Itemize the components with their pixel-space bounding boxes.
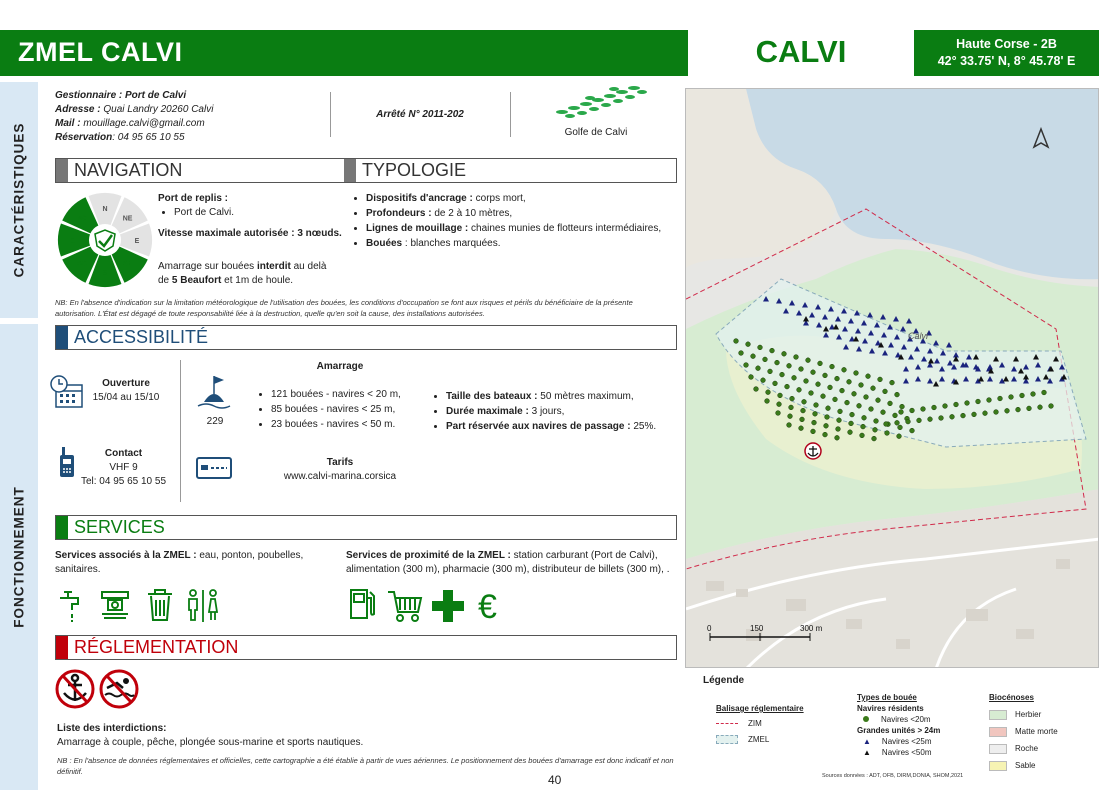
navigation-title: NAVIGATION bbox=[74, 160, 183, 180]
resident-buoy bbox=[987, 398, 992, 403]
svg-text:300 m: 300 m bbox=[800, 624, 823, 633]
resident-buoy bbox=[1042, 390, 1047, 395]
legend-title: Légende bbox=[703, 675, 745, 686]
resident-buoy bbox=[943, 404, 948, 409]
legend-balisage: Balisage réglementaire ZIM ZMEL bbox=[716, 704, 804, 744]
navigation-details: Port de replis : • Port de Calvi. Vitesse maximale autorisée : 3 nœuds. Amarrage sur bouées interdit au delà de 5 Beaufort et 1m de houle. bbox=[158, 192, 343, 288]
resident-buoy bbox=[860, 433, 865, 438]
map-place-label: Calvi bbox=[908, 331, 929, 341]
resident-buoy bbox=[1027, 406, 1032, 411]
resident-buoy bbox=[994, 410, 999, 415]
resident-buoy bbox=[888, 401, 893, 406]
resident-buoy bbox=[826, 406, 831, 411]
resident-buoy bbox=[857, 403, 862, 408]
resident-buoy bbox=[950, 414, 955, 419]
nb-meteo-note: NB: En l'absence d'indication sur la limitation météorologique de l'utilisation des bouées, les conditions d'occupation se font aux risques et périls du bénéficiaire de la présente autorisation. L'État est dégagé de toute responsabilité liée à la destruction, quelle qu'en soit la cause, des installations autorisées. bbox=[55, 298, 633, 318]
section-bar bbox=[56, 636, 68, 659]
resident-buoy bbox=[895, 420, 900, 425]
herbier-swatch bbox=[989, 710, 1007, 720]
resident-buoy bbox=[835, 376, 840, 381]
compass-label-no: NO bbox=[77, 215, 88, 223]
reglementation-header bbox=[55, 635, 677, 660]
section-bar bbox=[344, 159, 356, 182]
resident-buoy bbox=[849, 421, 854, 426]
resident-buoy bbox=[872, 436, 877, 441]
resident-buoy bbox=[881, 410, 886, 415]
region-label: Haute Corse - 2B bbox=[956, 37, 1057, 51]
divider bbox=[180, 360, 181, 502]
resident-buoy bbox=[840, 388, 845, 393]
resident-buoy bbox=[825, 415, 830, 420]
toilets-icon bbox=[189, 590, 217, 622]
resident-buoy bbox=[746, 342, 751, 347]
resident-buoy bbox=[895, 392, 900, 397]
zmel-map[interactable] bbox=[685, 88, 1099, 668]
site-title: CALVI bbox=[755, 34, 847, 69]
resident-buoy bbox=[874, 419, 879, 424]
resident-buoy bbox=[1049, 404, 1054, 409]
tarifs-link[interactable]: www.calvi-marina.corsica bbox=[283, 471, 397, 482]
resident-buoy bbox=[954, 402, 959, 407]
coordinates-label: 42° 33.75' N, 8° 45.78' E bbox=[937, 54, 1076, 68]
section-bar bbox=[56, 516, 68, 539]
resident-buoy bbox=[883, 389, 888, 394]
side-label-caracteristiques: CARACTÉRISTIQUES bbox=[11, 122, 27, 278]
resident-buoy bbox=[972, 412, 977, 417]
resident-buoy bbox=[1016, 407, 1021, 412]
resident-buoy bbox=[961, 413, 966, 418]
black-triangle-swatch: ▲ bbox=[863, 748, 871, 757]
resident-buoy bbox=[976, 399, 981, 404]
resident-buoy bbox=[799, 426, 804, 431]
resident-buoy bbox=[788, 414, 793, 419]
resident-buoy bbox=[814, 403, 819, 408]
resident-buoy bbox=[878, 377, 883, 382]
resident-buoy bbox=[873, 427, 878, 432]
resident-buoy bbox=[776, 411, 781, 416]
total-bouees: 229 bbox=[206, 416, 224, 427]
zmel-swatch bbox=[716, 735, 738, 744]
wind-compass-icon bbox=[55, 190, 155, 290]
page-number: 40 bbox=[548, 773, 562, 787]
resident-buoy bbox=[1005, 408, 1010, 413]
compass-label-se: SE bbox=[122, 260, 133, 268]
services-icons-row bbox=[58, 588, 228, 624]
resident-buoy bbox=[802, 399, 807, 404]
compass-label-so: SO bbox=[77, 260, 88, 268]
resident-buoy bbox=[850, 412, 855, 417]
resident-buoy bbox=[866, 374, 871, 379]
tarifs-block: Tarifs www.calvi-marina.corsica bbox=[255, 456, 425, 484]
resident-buoy bbox=[833, 397, 838, 402]
blue-triangle-swatch: ▲ bbox=[863, 737, 871, 746]
arrete-label: Arrêté N° 2011-202 bbox=[376, 109, 464, 120]
resident-buoy bbox=[734, 339, 739, 344]
resident-buoy bbox=[787, 423, 792, 428]
resident-buoy bbox=[823, 432, 828, 437]
resident-buoy bbox=[770, 348, 775, 353]
resident-buoy bbox=[1038, 405, 1043, 410]
resident-buoy bbox=[885, 431, 890, 436]
resident-buoy bbox=[824, 423, 829, 428]
credit-card-icon bbox=[196, 456, 232, 480]
interdictions-icons bbox=[55, 668, 145, 710]
ouverture-block: Ouverture 15/04 au 15/10 bbox=[92, 378, 160, 403]
resident-buoy bbox=[998, 396, 1003, 401]
resident-buoy bbox=[777, 402, 782, 407]
resident-buoy bbox=[780, 372, 785, 377]
resident-buoy bbox=[749, 375, 754, 380]
cartography-note: NB : En l'absence de données réglementaires et officielles, cette cartographie a été établie à partir de vues aériennes. Le positionnement des bouées d'amarrage est donc indicatif et non définitif. bbox=[57, 756, 674, 776]
pontoon-icon bbox=[102, 592, 128, 618]
resident-buoy bbox=[751, 354, 756, 359]
compass-label-e: E bbox=[134, 238, 140, 245]
resident-buoy bbox=[871, 386, 876, 391]
resident-buoy bbox=[876, 398, 881, 403]
resident-buoy bbox=[797, 387, 802, 392]
resident-buoy bbox=[838, 409, 843, 414]
no-anchoring-icon bbox=[57, 671, 93, 707]
resident-buoy bbox=[758, 345, 763, 350]
resident-buoy bbox=[785, 384, 790, 389]
fish-school-icon bbox=[550, 80, 650, 122]
sable-swatch bbox=[989, 761, 1007, 771]
resident-buoy bbox=[917, 418, 922, 423]
amarrage-label: Amarrage bbox=[316, 361, 364, 372]
resident-buoy bbox=[1020, 393, 1025, 398]
resident-buoy bbox=[828, 385, 833, 390]
resident-buoy bbox=[842, 367, 847, 372]
location-box bbox=[914, 30, 1099, 76]
divider bbox=[510, 92, 511, 137]
compass-label-ne: NE bbox=[122, 215, 133, 223]
section-bar bbox=[56, 326, 68, 349]
resident-buoy bbox=[864, 395, 869, 400]
services-header bbox=[55, 515, 677, 540]
resident-buoy bbox=[854, 371, 859, 376]
resident-buoy bbox=[811, 370, 816, 375]
zmel-title: ZMEL CALVI bbox=[0, 30, 688, 76]
interdictions-list: Liste des interdictions: Amarrage à couple, pêche, plongée sous-marine et sports nautiques. bbox=[57, 723, 364, 748]
resident-buoy bbox=[800, 417, 805, 422]
compass-label-n: N bbox=[102, 206, 108, 213]
bouees-list: • 121 bouées - navires < 20 m, • 85 bouées - navires < 25 m, • 23 bouées - navires < 50 m. bbox=[255, 388, 435, 433]
reglementation-title: RÉGLEMENTATION bbox=[74, 637, 239, 657]
resident-buoy bbox=[782, 351, 787, 356]
resident-buoy bbox=[897, 434, 902, 439]
resident-buoy bbox=[789, 405, 794, 410]
resident-buoy bbox=[890, 380, 895, 385]
resident-buoy bbox=[778, 393, 783, 398]
resident-buoy bbox=[818, 361, 823, 366]
legend-biocenoses: Biocénoses Herbier Matte morte Roche Sable bbox=[989, 693, 1058, 770]
resident-buoy bbox=[1031, 392, 1036, 397]
resident-buoy bbox=[847, 379, 852, 384]
resident-buoy bbox=[816, 382, 821, 387]
accessibilite-details: • Taille des bateaux : 50 mètres maximum, • Durée maximale : 3 jours, • Part réservée aux navires de passage : 25%. bbox=[430, 390, 680, 435]
resident-buoy bbox=[910, 408, 915, 413]
euro-icon: € bbox=[478, 588, 497, 624]
map-sources: Sources données : ADT, OFB, DIRM,DONIA, SHOM,2021 bbox=[822, 773, 964, 779]
buoy-icon bbox=[196, 372, 232, 410]
calendar-clock-icon bbox=[50, 375, 84, 409]
resident-buoy bbox=[893, 413, 898, 418]
side-band-caracteristiques bbox=[0, 82, 38, 318]
water-tap-icon bbox=[60, 592, 78, 622]
resident-buoy bbox=[744, 363, 749, 368]
legend-bouees: Types de bouée Navires résidents Navires <20m Grandes unités > 24m ▲ Navires <25m ▲ Navires <50m bbox=[857, 693, 941, 757]
fuel-station-icon bbox=[351, 590, 374, 618]
contact-block: Contact VHF 9 Tel: 04 95 65 10 55 bbox=[80, 448, 167, 487]
email-address: mouillage.calvi@gmail.com bbox=[83, 118, 205, 129]
resident-buoy bbox=[835, 435, 840, 440]
resident-buoy bbox=[794, 355, 799, 360]
vhf-radio-icon bbox=[56, 447, 78, 479]
resident-buoy bbox=[761, 378, 766, 383]
resident-buoy bbox=[921, 407, 926, 412]
resident-buoy bbox=[845, 400, 850, 405]
resident-buoy bbox=[939, 416, 944, 421]
resident-buoy bbox=[852, 391, 857, 396]
resident-buoy bbox=[861, 424, 866, 429]
resident-buoy bbox=[884, 422, 889, 427]
resident-buoy bbox=[754, 387, 759, 392]
shopping-cart-icon bbox=[388, 592, 421, 621]
navigation-typologie-header bbox=[55, 158, 677, 183]
resident-buoy bbox=[765, 399, 770, 404]
resident-buoy bbox=[899, 410, 904, 415]
accessibilite-header bbox=[55, 325, 677, 350]
compass-label-o: O bbox=[70, 238, 76, 245]
resident-buoy bbox=[965, 401, 970, 406]
resident-buoy bbox=[869, 407, 874, 412]
resident-buoy bbox=[823, 373, 828, 378]
resident-buoy bbox=[768, 369, 773, 374]
compass-label-s: S bbox=[102, 270, 108, 277]
services-proximite: Services de proximité de la ZMEL : station carburant (Port de Calvi), alimentation (300 m), pharmacie (300 m), distributeur de billets (300 m), . bbox=[346, 550, 670, 575]
resident-buoy bbox=[830, 364, 835, 369]
resident-buoy bbox=[821, 394, 826, 399]
side-band-fonctionnement bbox=[0, 324, 38, 790]
resident-buoy bbox=[848, 430, 853, 435]
typologie-list: • Dispositifs d'ancrage : corps mort, • Profondeurs : de 2 à 10 mètres, • Lignes de mouillage : chaines munies de flotteurs intermédiaires, • Bouées : blanches marquées. bbox=[350, 192, 680, 252]
resident-buoy bbox=[910, 428, 915, 433]
services-zmel: Services associés à la ZMEL : eau, ponton, poubelles, sanitaires. bbox=[55, 550, 304, 575]
resident-buoy bbox=[756, 366, 761, 371]
no-swimming-icon bbox=[101, 671, 137, 707]
resident-buoy bbox=[801, 408, 806, 413]
side-label-fonctionnement: FONCTIONNEMENT bbox=[11, 486, 27, 628]
resident-buoy bbox=[812, 420, 817, 425]
resident-buoy bbox=[763, 357, 768, 362]
resident-buoy bbox=[836, 427, 841, 432]
resident-buoy bbox=[1009, 395, 1014, 400]
resident-buoy bbox=[898, 425, 903, 430]
proximity-icons-row bbox=[348, 586, 508, 624]
resident-buoy bbox=[806, 358, 811, 363]
resident-buoy bbox=[790, 396, 795, 401]
resident-buoy bbox=[739, 351, 744, 356]
resident-buoy bbox=[799, 367, 804, 372]
pharmacy-cross-icon bbox=[432, 590, 464, 622]
trash-bin-icon bbox=[148, 590, 172, 620]
amarrage-rule: Amarrage sur bouées interdit au delà de 5 Beaufort et 1m de houle. bbox=[158, 261, 327, 286]
divider bbox=[330, 92, 331, 137]
resident-buoy bbox=[859, 383, 864, 388]
resident-buoy bbox=[906, 419, 911, 424]
resident-buoy bbox=[900, 404, 905, 409]
resident-buoy bbox=[932, 405, 937, 410]
anchorage-symbol-icon bbox=[805, 443, 821, 459]
matte-swatch bbox=[989, 727, 1007, 737]
services-title: SERVICES bbox=[74, 517, 165, 537]
section-bar bbox=[56, 159, 68, 182]
resident-buoy bbox=[766, 390, 771, 395]
resident-buoy bbox=[811, 429, 816, 434]
resident-buoy bbox=[775, 360, 780, 365]
typologie-title: TYPOLOGIE bbox=[362, 160, 467, 180]
svg-text:0: 0 bbox=[707, 624, 712, 633]
resident-buoy bbox=[773, 381, 778, 386]
resident-buoy bbox=[928, 417, 933, 422]
resident-buoy bbox=[813, 411, 818, 416]
zim-swatch bbox=[716, 723, 738, 724]
roche-swatch bbox=[989, 744, 1007, 754]
contact-info: Gestionnaire : Port de Calvi Adresse : Quai Landry 20260 Calvi Mail : mouillage.calvi@gmail.com Réservation: 04 95 65 10 55 bbox=[55, 90, 214, 143]
resident-buoy bbox=[792, 375, 797, 380]
map-canvas bbox=[686, 89, 1099, 668]
golfe-label: Golfe de Calvi bbox=[564, 127, 628, 138]
green-buoy-swatch bbox=[863, 716, 869, 722]
resident-buoy bbox=[804, 379, 809, 384]
resident-buoy bbox=[983, 411, 988, 416]
resident-buoy bbox=[809, 391, 814, 396]
resident-buoy bbox=[862, 415, 867, 420]
resident-buoy bbox=[787, 363, 792, 368]
resident-buoy bbox=[837, 418, 842, 423]
svg-text:150: 150 bbox=[750, 624, 764, 633]
accessibilite-title: ACCESSIBILITÉ bbox=[74, 327, 209, 347]
